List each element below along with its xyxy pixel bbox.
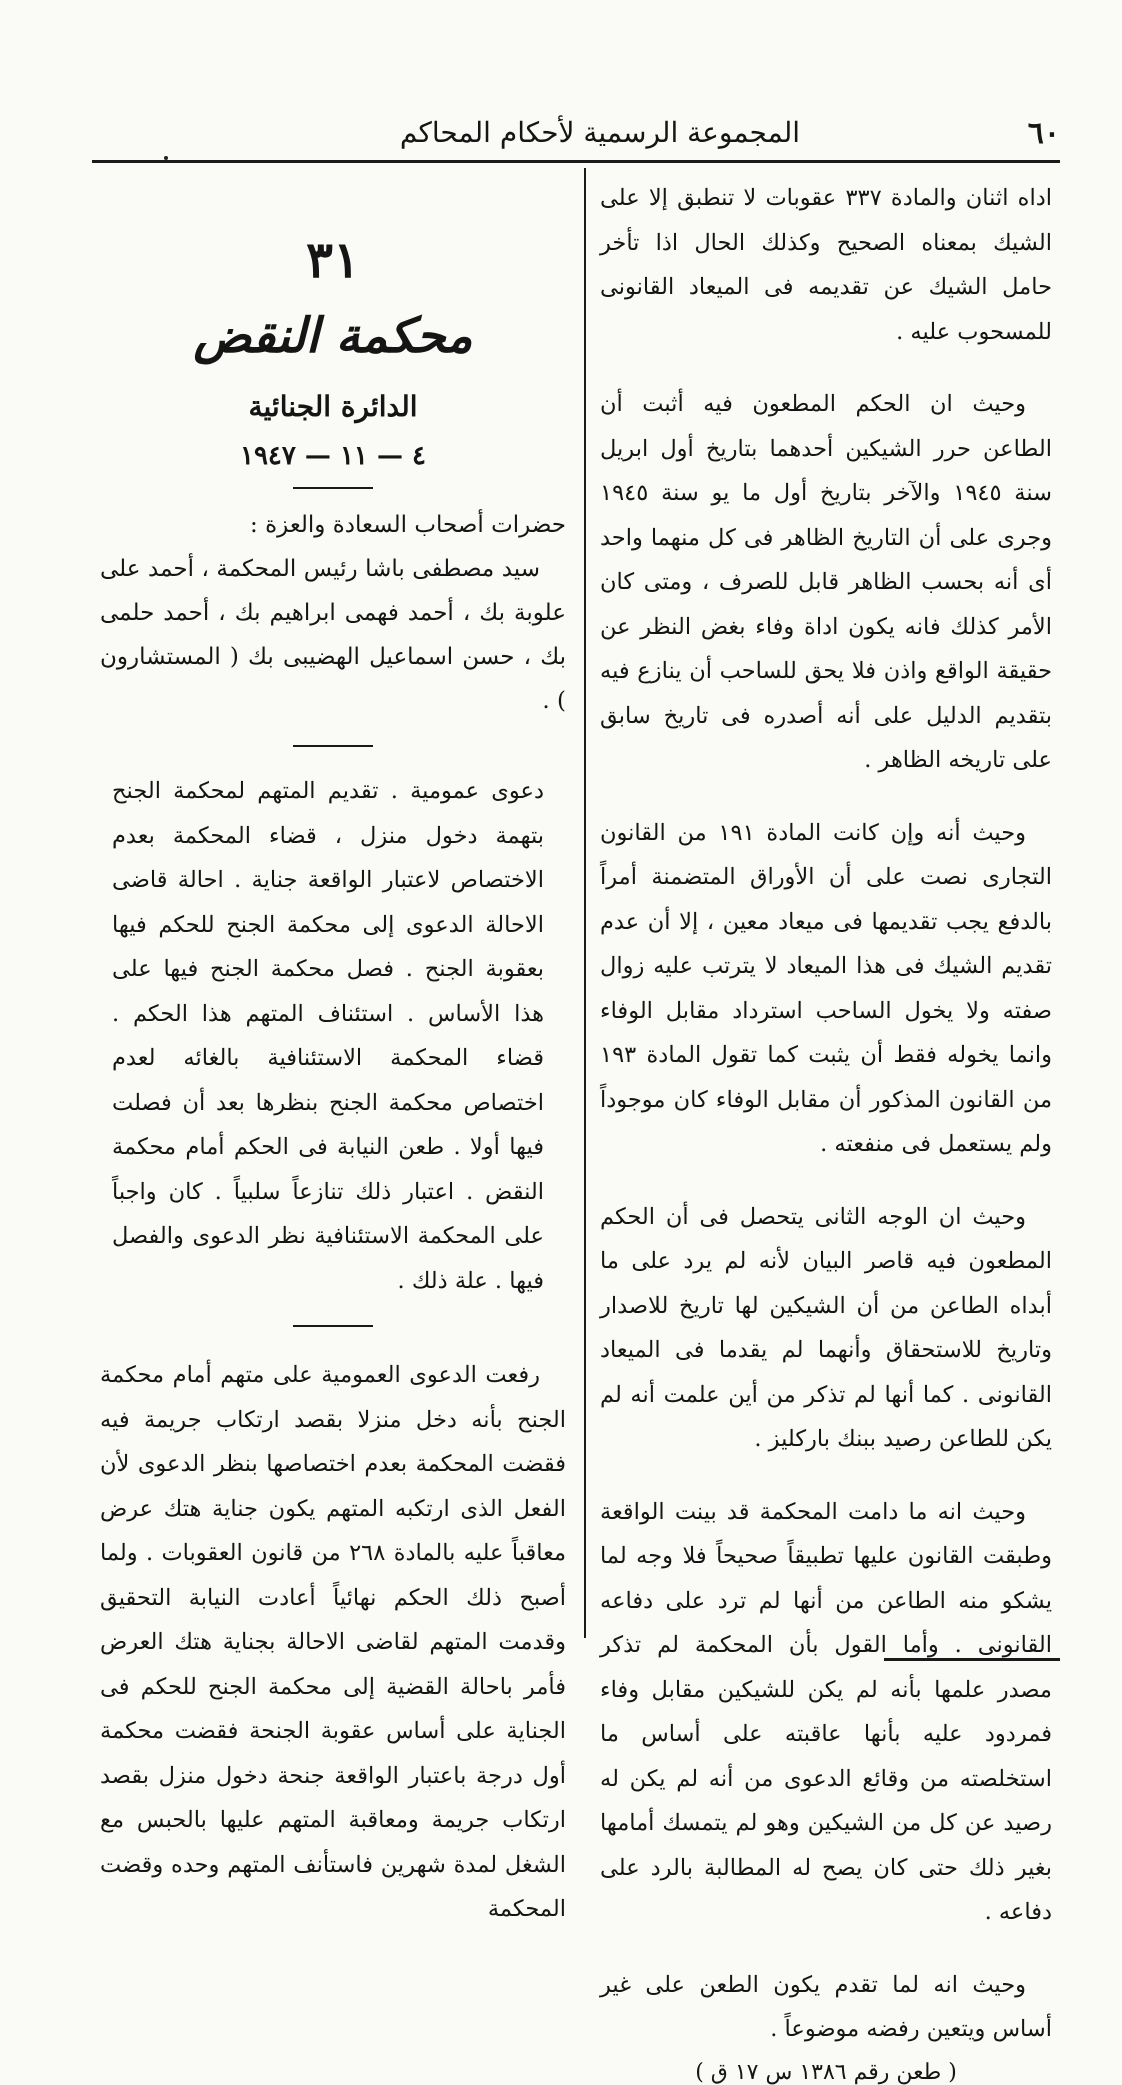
judgment-paragraph: وحيث انه ما دامت المحكمة قد بينت الواقعة وطبقت القانون عليها تطبيقاً صحيحاً فلا وجه لما يشكو منه الطاعن من أنها لم ترد على دفاعه القانونى . وأما القول بأن المحكمة لم تذكر مصدر علمها بأنه لم يكن للشيكين مقابل وفاء فمردود عليه بأنها عاقبته على أساس ما استخلصته من وقائع الدعوى من أنه لم يكن له رصيد عن كل من الشيكين وهو لم يتمسك أمامها بغير ذلك حتى كان يصح له المطالبة بالرد على دفاعه . — [600, 1498, 1052, 1925]
page-number: ٦٠ — [1027, 116, 1060, 151]
right-column — [600, 176, 1052, 2085]
judgment-paragraph: وحيث انه لما تقدم يكون الطعن على غير أساس ويتعين رفضه موضوعاً . — [600, 1971, 1052, 2042]
divider-rule — [293, 745, 373, 747]
left-column — [100, 176, 566, 1932]
court-title: محكمة النقض — [193, 308, 473, 364]
divider-rule — [293, 487, 373, 489]
headnote: دعوى عمومية . تقديم المتهم لمحكمة الجنح بتهمة دخول منزل ، قضاء المحكمة بعدم الاختصاص لاعتبار الواقعة جناية . احالة قاضى الاحالة الدعوى إلى محكمة الجنح للحكم فيها بعقوبة الجنح . فصل محكمة الجنح فيها على هذا الأساس . استئناف المتهم هذا الحكم . قضاء المحكمة الاستئنافية بالغائه لعدم اختصاص محكمة الجنح بنظرها بعد أن فصلت فيها أولا . طعن النيابة فى الحكم أمام محكمة النقض . اعتبار ذلك تنازعاً سلبياً . كان واجباً على المحكمة الاستئنافية نظر الدعوى والفصل فيها . علة ذلك . — [112, 778, 544, 1294]
header-rule — [92, 160, 1060, 163]
judgment-paragraph: وحيث ان الوجه الثانى يتحصل فى أن الحكم المطعون فيه قاصر البيان لأنه لم يرد على ما أبداه الطاعن من أن الشيكين لها تاريخ للاصدار وتاريخ للاستحقاق وأنهما لم يقدما فى الميعاد القانونى . كما أنها لم تذكر من أين علمت أنه لم يكن للطاعن رصيد ببنك باركليز . — [600, 1203, 1052, 1452]
circuit-title: الدائرة الجنائية — [248, 390, 418, 423]
bottom-rule — [884, 1658, 1060, 1661]
running-title: المجموعة الرسمية لأحكام المحاكم — [399, 116, 801, 149]
column-divider — [584, 168, 586, 1638]
case-facts: رفعت الدعوى العمومية على متهم أمام محكمة الجنح بأنه دخل منزلا بقصد ارتكاب جريمة فيه فقضت المحكمة بعدم اختصاصها بنظر الدعوى لأن الفعل الذى ارتكبه المتهم يكون جناية هتك عرض معاقباً عليه بالمادة ٢٦٨ من قانون العقوبات . ولما أصبح ذلك الحكم نهائياً أعادت النيابة التحقيق وقدمت المتهم لقاضى الاحالة بجناية هتك العرض فأمر باحالة القضية إلى محكمة الجنح للحكم فى الجناية على أساس عقوبة الجنحة فقضت محكمة أول درجة باعتبار الواقعة جنحة دخول منزل بقصد ارتكاب جريمة ومعاقبة المتهم عليها بالحبس مع الشغل لمدة شهرين فاستأنف المتهم وحده وقضت المحكمة — [100, 1362, 566, 1922]
page-header — [90, 108, 1060, 158]
judgment-paragraph: وحيث ان الحكم المطعون فيه أثبت أن الطاعن حرر الشيكين أحدهما بتاريخ أول ابريل سنة ١٩٤٥ والآخر بتاريخ أول ما يو سنة ١٩٤٥ وجرى على أن التاريخ الظاهر فى كل منهما واحد أى أنه بحسب الظاهر قابل للصرف ، ومتى كان الأمر كذلك فانه يكون اداة وفاء بغض النظر عن حقيقة الواقع واذن فلا يحق للساحب أن ينازع فيه بتقديم الدليل على أنه أصدره فى تاريخ سابق على تاريخه الظاهر . — [600, 391, 1053, 773]
bench-members: سيد مصطفى باشا رئيس المحكمة ، أحمد على علوبة بك ، أحمد فهمى ابراهيم بك ، أحمد حلمى بك ، حسن اسماعيل الهضيبى بك ( المستشارون ) . — [100, 556, 566, 714]
bench-intro: حضرات أصحاب السعادة والعزة : — [250, 512, 566, 538]
speck — [164, 156, 168, 160]
appeal-citation: ( طعن رقم ١٣٨٦ س ١٧ ق ) — [695, 2059, 957, 2085]
judgment-paragraph: اداه اثنان والمادة ٣٣٧ عقوبات لا تنطبق إلا على الشيك بمعناه الصحيح وكذلك الحال اذا تأخر حامل الشيك عن تقديمه فى الميعاد القانونى للمسحوب عليه . — [600, 185, 1052, 345]
judgment-paragraph: وحيث أنه وإن كانت المادة ١٩١ من القانون التجارى نصت على أن الأوراق المتضمنة أمراً بالدفع يجب تقديمها فى ميعاد معين ، إلا أن عدم تقديم الشيك فى هذا الميعاد لا يترتب عليه زوال صفته ولا يخول الساحب استرداد مقابل الوفاء وانما يخوله فقط أن يثبت كما تقول المادة ١٩٣ من القانون المذكور أن مقابل الوفاء كان موجوداً ولم يستعمل فى منفعته . — [600, 819, 1052, 1157]
session-date: ٤ — ١١ — ١٩٤٧ — [240, 441, 426, 471]
divider-rule — [293, 1325, 373, 1327]
case-number: ٣١ — [306, 230, 360, 289]
